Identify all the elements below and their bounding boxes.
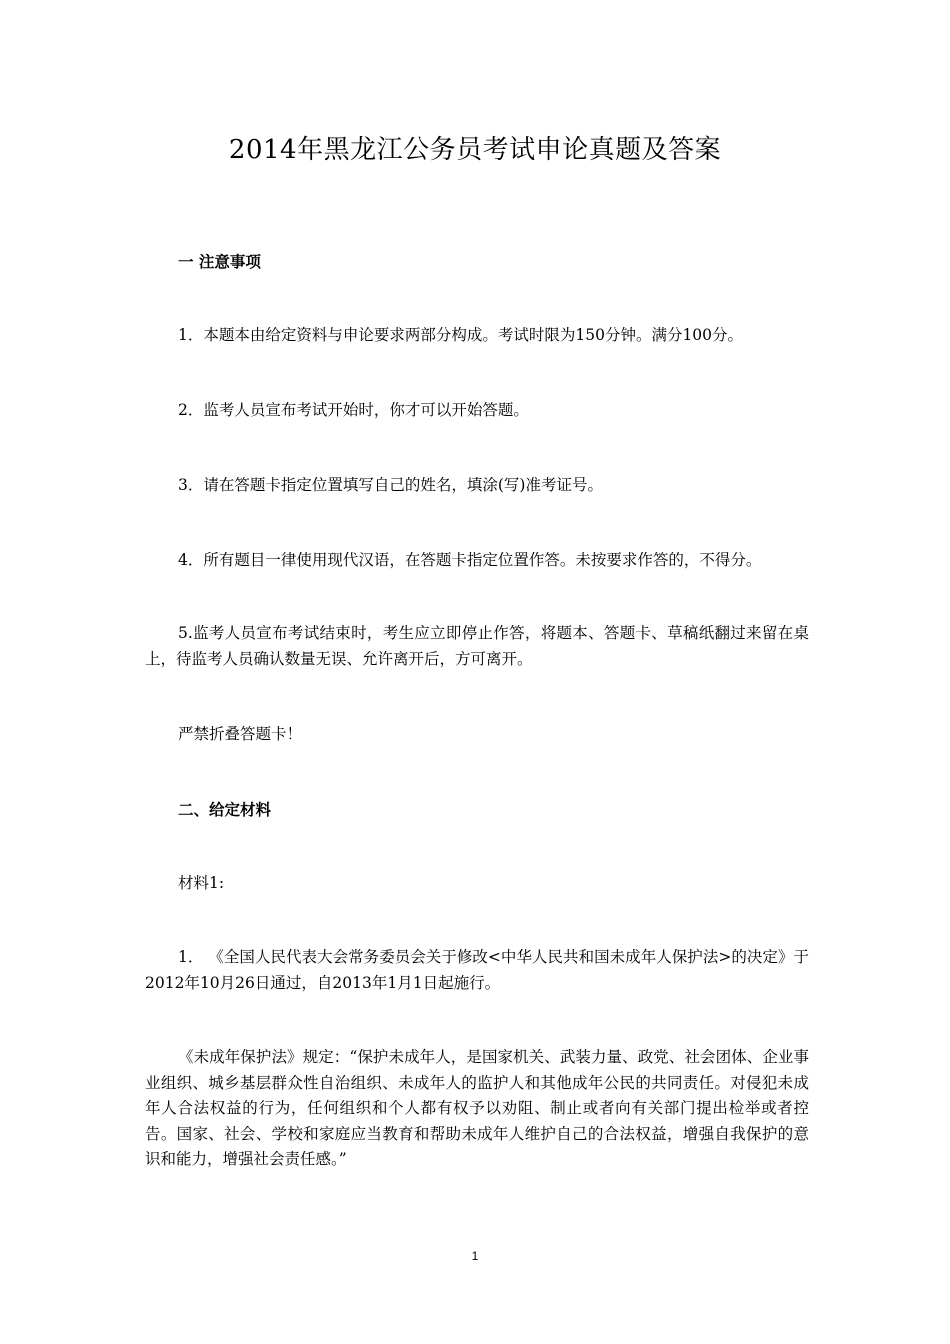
section-heading-materials: 二、给定材料	[178, 801, 272, 819]
material-paragraph-1: 1． 《全国人民代表大会常务委员会关于修改<中华人民共和国未成年人保护法>的决定》于2012年10月26日通过，自2013年1月1日起施行。	[145, 948, 809, 992]
material-paragraph-2: 《未成年保护法》规定：“保护未成年人，是国家机关、武装力量、政党、社会团体、企业事业组织、城乡基层群众性自治组织、未成年人的监护人和其他成年公民的共同责任。对侵犯未成年人合法权益的行为，任何组织和个人都有权予以劝阻、制止或者向有关部门提出检举或者控告。国家、社会、学校和家庭应当教育和帮助未成年人维护自己的合法权益，增强自我保护的意识和能力，增强社会责任感。”	[145, 1048, 809, 1168]
notice-item-3: 3．请在答题卡指定位置填写自己的姓名，填涂(写)准考证号。	[178, 476, 603, 494]
notice-item-2: 2．监考人员宣布考试开始时，你才可以开始答题。	[178, 401, 529, 419]
notice-item-1: 1．本题本由给定资料与申论要求两部分构成。考试时限为150分钟。满分100分。	[178, 326, 744, 344]
material-label: 材料1:	[178, 874, 225, 892]
notice-item-5: 5.监考人员宣布考试结束时，考生应立即停止作答，将题本、答题卡、草稿纸翻过来留在桌上，待监考人员确认数量无误、允许离开后，方可离开。	[145, 624, 809, 668]
section-heading-notice: 一 注意事项	[178, 253, 261, 271]
document-title: 2014年黑龙江公务员考试申论真题及答案	[228, 135, 722, 165]
page-number: 1	[471, 1249, 479, 1263]
notice-item-4: 4．所有题目一律使用现代汉语，在答题卡指定位置作答。未按要求作答的，不得分。	[178, 551, 762, 569]
warning-text: 严禁折叠答题卡！	[178, 725, 303, 743]
